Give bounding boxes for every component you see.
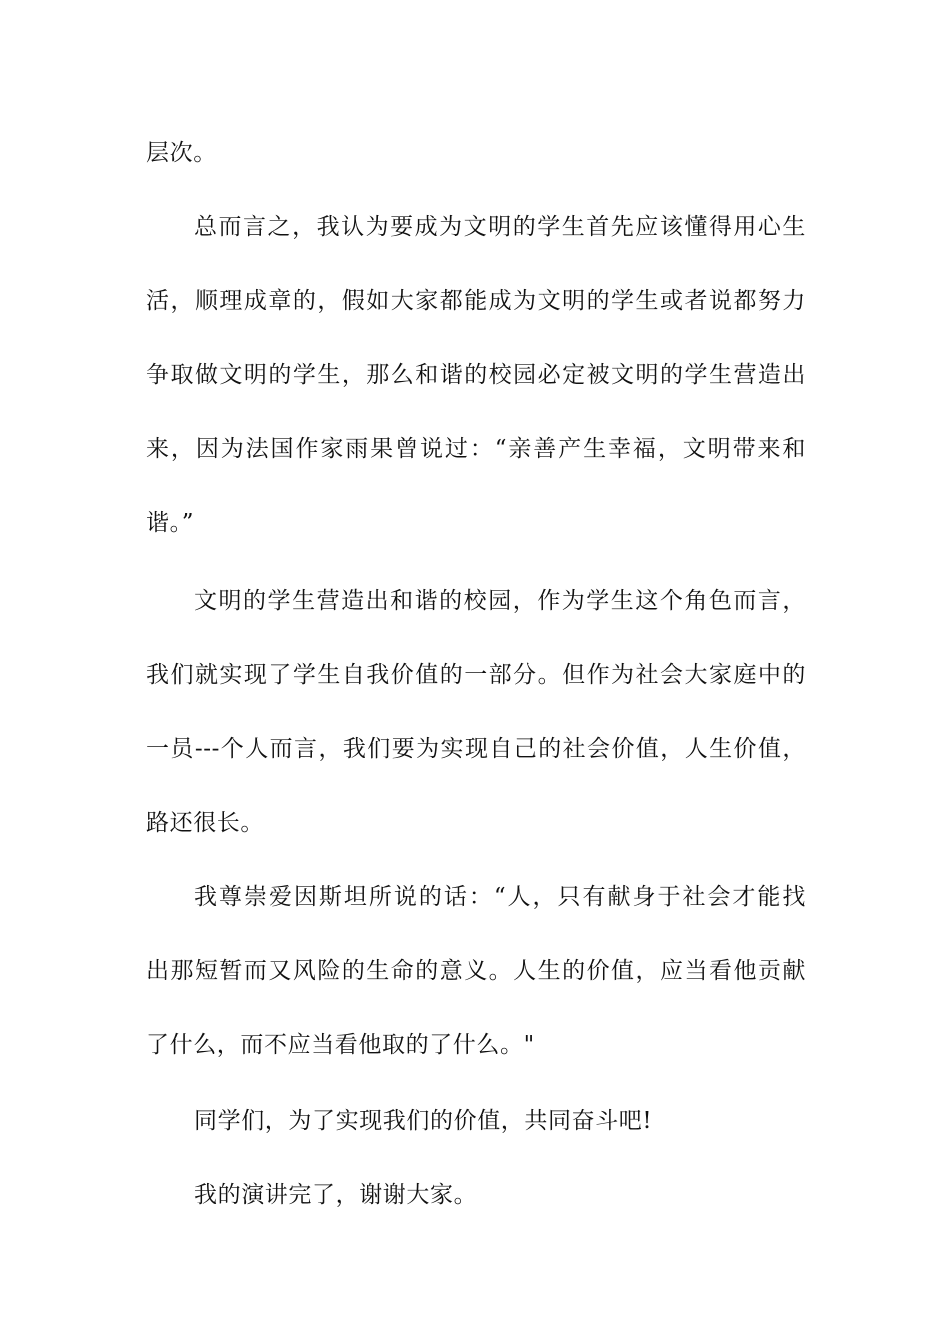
paragraph-first-line: 同学们，为了实现我们的价值，共同奋斗吧! — [194, 1108, 653, 1134]
text-line: 了什么，而不应当看他取的了什么。" — [146, 1032, 535, 1058]
text-line: 我们就实现了学生自我价值的一部分。但作为社会大家庭中的 — [146, 662, 806, 688]
text-line: 谐。” — [146, 510, 195, 536]
text-line: 来，因为法国作家雨果曾说过：“亲善产生幸福，文明带来和 — [146, 436, 806, 462]
text-line: 层次。 — [146, 140, 217, 166]
text-line: 争取做文明的学生，那么和谐的校园必定被文明的学生营造出 — [146, 362, 806, 388]
paragraph-first-line: 我尊崇爱因斯坦所说的话：“人，只有献身于社会才能找 — [194, 884, 806, 910]
closing-line: 我的演讲完了，谢谢大家。 — [194, 1182, 478, 1208]
paragraph-first-line: 总而言之，我认为要成为文明的学生首先应该懂得用心生 — [194, 214, 806, 240]
text-line: 出那短暂而又风险的生命的意义。人生的价值，应当看他贡献 — [146, 958, 806, 984]
paragraph-first-line: 文明的学生营造出和谐的校园，作为学生这个角色而言， — [194, 588, 806, 614]
text-line: 活，顺理成章的，假如大家都能成为文明的学生或者说都努力 — [146, 288, 806, 314]
text-line: 一员---个人而言，我们要为实现自己的社会价值，人生价值， — [146, 736, 806, 762]
text-line: 路还很长。 — [146, 810, 264, 836]
